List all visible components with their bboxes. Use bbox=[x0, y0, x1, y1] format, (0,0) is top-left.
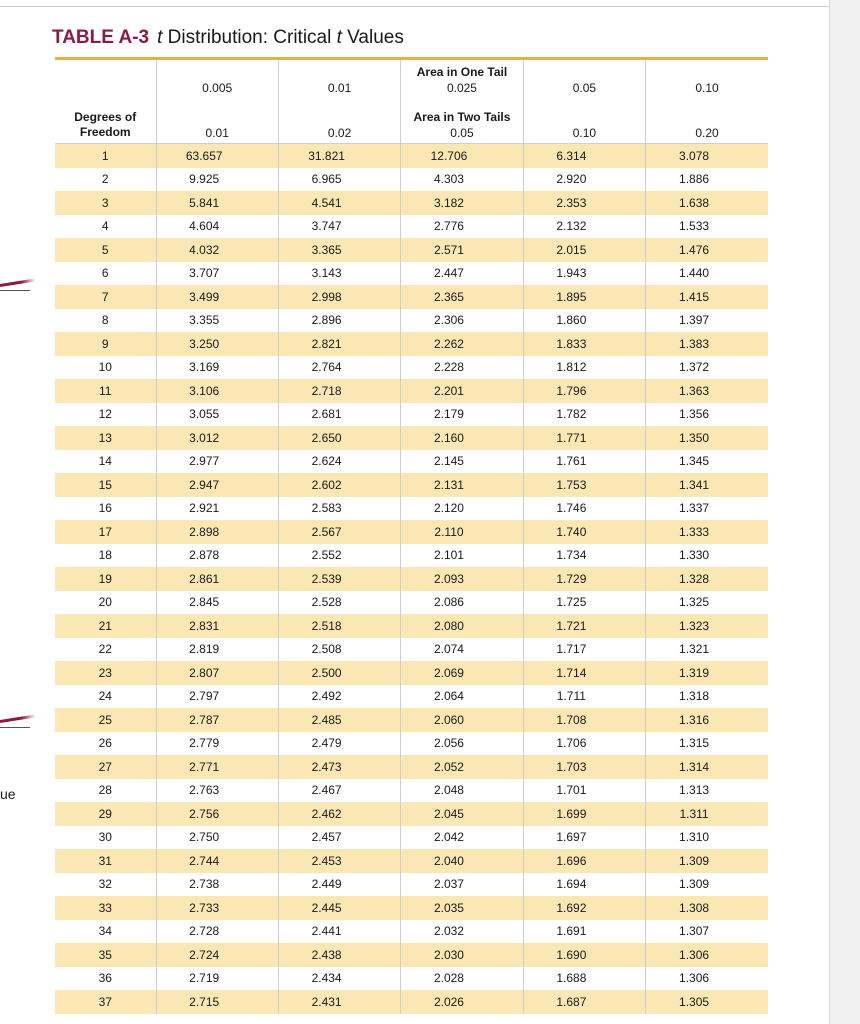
critical-value-cell: 2.831 bbox=[156, 614, 278, 638]
table-row bbox=[55, 826, 768, 850]
df-cell: 5 bbox=[55, 238, 156, 262]
table-number: TABLE A-3 bbox=[52, 27, 150, 48]
critical-value-cell: 1.316 bbox=[646, 708, 768, 732]
critical-value-cell: 2.064 bbox=[401, 685, 523, 709]
critical-value-cell: 2.045 bbox=[401, 802, 523, 826]
critical-value-cell: 4.604 bbox=[156, 215, 278, 239]
df-cell: 28 bbox=[98, 783, 112, 798]
critical-value-cell: 1.691 bbox=[523, 920, 645, 944]
critical-value-cell: 1.943 bbox=[523, 262, 645, 286]
critical-value-cell: 2.650 bbox=[278, 426, 400, 450]
df-cell: 34 bbox=[98, 924, 112, 939]
critical-value-cell: 2.479 bbox=[278, 732, 400, 756]
critical-value-cell: 4.541 bbox=[278, 191, 400, 215]
critical-value-cell: 2.819 bbox=[156, 638, 278, 662]
df-cell: 12 bbox=[98, 407, 112, 422]
critical-value-cell: 3.106 bbox=[156, 379, 278, 403]
critical-value-cell: 1.350 bbox=[646, 426, 768, 450]
critical-value-cell: 1.345 bbox=[646, 450, 768, 474]
critical-value-cell: 2.449 bbox=[278, 873, 400, 897]
critical-value-cell: 2.015 bbox=[523, 238, 645, 262]
critical-value-cell: 2.306 bbox=[401, 309, 523, 333]
critical-value-cell: 1.692 bbox=[523, 896, 645, 920]
df-cell: 14 bbox=[98, 454, 112, 469]
critical-value-cell: 2.228 bbox=[401, 356, 523, 380]
table-row bbox=[55, 779, 768, 803]
critical-value-cell: 1.714 bbox=[523, 661, 645, 685]
critical-value-cell: 1.638 bbox=[646, 191, 768, 215]
critical-value-cell: 2.763 bbox=[156, 779, 278, 803]
critical-value-cell: 2.441 bbox=[278, 920, 400, 944]
critical-value-cell: 1.753 bbox=[523, 473, 645, 497]
df-cell: 2 bbox=[101, 172, 109, 187]
critical-value-cell: 2.878 bbox=[156, 544, 278, 568]
critical-value-cell: 1.771 bbox=[523, 426, 645, 450]
df-cell: 25 bbox=[55, 708, 156, 732]
critical-value-cell: 1.688 bbox=[523, 967, 645, 991]
critical-value-cell: 1.341 bbox=[646, 473, 768, 497]
critical-value-cell: 3.182 bbox=[401, 191, 523, 215]
table-row bbox=[55, 661, 768, 685]
table-row bbox=[55, 332, 768, 356]
table-row bbox=[55, 614, 768, 638]
critical-value-cell: 2.453 bbox=[278, 849, 400, 873]
table-row bbox=[55, 379, 768, 403]
critical-value-cell: 1.318 bbox=[646, 685, 768, 709]
critical-value-cell: 1.729 bbox=[523, 567, 645, 591]
two-tails-value: 0.20 bbox=[695, 126, 719, 140]
two-tails-header-row bbox=[55, 98, 768, 144]
critical-value-cell: 1.328 bbox=[646, 567, 768, 591]
critical-value-cell: 3.747 bbox=[278, 215, 400, 239]
df-cell: 26 bbox=[98, 736, 112, 751]
table-title bbox=[52, 27, 404, 49]
critical-value-cell: 1.476 bbox=[646, 238, 768, 262]
critical-value-cell: 2.457 bbox=[278, 826, 400, 850]
critical-value-cell: 1.895 bbox=[523, 285, 645, 309]
critical-value-cell: 2.060 bbox=[401, 708, 523, 732]
critical-value-cell: 1.533 bbox=[646, 215, 768, 239]
critical-value-cell: 2.719 bbox=[156, 967, 278, 991]
critical-value-cell: 1.740 bbox=[523, 520, 645, 544]
critical-value-cell: 1.306 bbox=[646, 967, 768, 991]
critical-value-cell: 2.764 bbox=[278, 356, 400, 380]
critical-value-cell: 2.528 bbox=[278, 591, 400, 615]
one-tail-value: 0.005 bbox=[202, 81, 233, 95]
critical-value-cell: 2.779 bbox=[156, 732, 278, 756]
critical-value-cell: 2.028 bbox=[401, 967, 523, 991]
df-cell: 1 bbox=[55, 144, 156, 168]
critical-value-cell: 5.841 bbox=[156, 191, 278, 215]
critical-value-cell: 2.733 bbox=[156, 896, 278, 920]
critical-value-cell: 1.311 bbox=[646, 802, 768, 826]
critical-value-cell: 2.744 bbox=[156, 849, 278, 873]
critical-value-cell: 2.797 bbox=[156, 685, 278, 709]
critical-value-cell: 3.012 bbox=[156, 426, 278, 450]
critical-value-cell: 1.687 bbox=[523, 990, 645, 1014]
critical-value-cell: 2.447 bbox=[401, 262, 523, 286]
df-cell: 21 bbox=[55, 614, 156, 638]
critical-value-cell: 6.965 bbox=[278, 168, 400, 192]
df-cell: 13 bbox=[55, 426, 156, 450]
critical-value-cell: 1.833 bbox=[523, 332, 645, 356]
margin-text-fragment: ue bbox=[0, 786, 16, 802]
two-tails-caption: Area in Two Tails bbox=[413, 110, 511, 124]
critical-value-cell: 1.372 bbox=[646, 356, 768, 380]
table-row bbox=[55, 168, 768, 192]
critical-value-cell: 1.711 bbox=[523, 685, 645, 709]
critical-value-cell: 2.086 bbox=[401, 591, 523, 615]
two-tails-value: 0.05 bbox=[450, 126, 474, 140]
critical-value-cell: 9.925 bbox=[156, 168, 278, 192]
critical-value-cell: 2.035 bbox=[401, 896, 523, 920]
df-cell: 29 bbox=[55, 802, 156, 826]
critical-value-cell: 1.699 bbox=[523, 802, 645, 826]
one-tail-caption: Area in One Tail bbox=[416, 65, 508, 79]
critical-value-cell: 2.110 bbox=[401, 520, 523, 544]
table-row bbox=[55, 497, 768, 521]
table-row bbox=[55, 450, 768, 474]
table-row bbox=[55, 473, 768, 497]
critical-value-cell: 3.169 bbox=[156, 356, 278, 380]
df-cell: 10 bbox=[98, 360, 112, 375]
df-cell: 31 bbox=[55, 849, 156, 873]
df-cell: 32 bbox=[98, 877, 112, 892]
critical-value-cell: 1.725 bbox=[523, 591, 645, 615]
critical-value-cell: 1.306 bbox=[646, 943, 768, 967]
critical-value-cell: 2.042 bbox=[401, 826, 523, 850]
critical-value-cell: 2.807 bbox=[156, 661, 278, 685]
critical-value-cell: 2.365 bbox=[401, 285, 523, 309]
table-row bbox=[55, 215, 768, 239]
critical-t-table bbox=[55, 57, 768, 1024]
critical-value-cell: 2.787 bbox=[156, 708, 278, 732]
df-cell: 9 bbox=[55, 332, 156, 356]
margin-graph-axis bbox=[0, 290, 30, 291]
critical-value-cell: 1.363 bbox=[646, 379, 768, 403]
critical-value-cell: 2.431 bbox=[278, 990, 400, 1014]
critical-value-cell: 2.921 bbox=[156, 497, 278, 521]
critical-value-cell: 1.308 bbox=[646, 896, 768, 920]
one-tail-value: 0.05 bbox=[572, 81, 597, 95]
critical-value-cell: 1.305 bbox=[646, 990, 768, 1014]
two-tails-value: 0.02 bbox=[327, 126, 352, 140]
critical-value-cell: 1.314 bbox=[646, 755, 768, 779]
critical-value-cell: 3.499 bbox=[156, 285, 278, 309]
table-body bbox=[55, 144, 768, 1014]
critical-value-cell: 2.445 bbox=[278, 896, 400, 920]
critical-value-cell: 1.333 bbox=[646, 520, 768, 544]
df-cell: 22 bbox=[98, 642, 112, 657]
critical-value-cell: 2.898 bbox=[156, 520, 278, 544]
critical-value-cell: 2.048 bbox=[401, 779, 523, 803]
critical-value-cell: 1.383 bbox=[646, 332, 768, 356]
critical-value-cell: 1.690 bbox=[523, 943, 645, 967]
critical-value-cell: 2.715 bbox=[156, 990, 278, 1014]
table-row bbox=[55, 238, 768, 262]
critical-value-cell: 1.701 bbox=[523, 779, 645, 803]
critical-value-cell: 1.309 bbox=[646, 873, 768, 897]
df-cell: 36 bbox=[98, 971, 112, 986]
critical-value-cell: 2.179 bbox=[401, 403, 523, 427]
table-row bbox=[55, 685, 768, 709]
critical-value-cell: 1.694 bbox=[523, 873, 645, 897]
df-cell: 8 bbox=[101, 313, 109, 328]
critical-value-cell: 2.120 bbox=[401, 497, 523, 521]
df-cell: 7 bbox=[55, 285, 156, 309]
margin-graph-axis bbox=[0, 727, 30, 728]
table-row bbox=[55, 920, 768, 944]
df-cell: 18 bbox=[98, 548, 112, 563]
critical-value-cell: 1.746 bbox=[523, 497, 645, 521]
table-row bbox=[55, 544, 768, 568]
df-cell: 19 bbox=[55, 567, 156, 591]
df-cell: 23 bbox=[55, 661, 156, 685]
df-cell: 17 bbox=[55, 520, 156, 544]
top-divider bbox=[0, 6, 830, 7]
table-row bbox=[55, 285, 768, 309]
critical-value-cell: 6.314 bbox=[523, 144, 645, 168]
critical-value-cell: 2.845 bbox=[156, 591, 278, 615]
critical-value-cell: 2.101 bbox=[401, 544, 523, 568]
critical-value-cell: 2.353 bbox=[523, 191, 645, 215]
critical-value-cell: 2.069 bbox=[401, 661, 523, 685]
table-row bbox=[55, 732, 768, 756]
critical-value-cell: 2.132 bbox=[523, 215, 645, 239]
df-cell: 4 bbox=[101, 219, 109, 234]
table-row bbox=[55, 403, 768, 427]
critical-value-cell: 2.947 bbox=[156, 473, 278, 497]
table-row bbox=[55, 896, 768, 920]
margin-graph-fragment bbox=[0, 714, 36, 723]
df-cell: 35 bbox=[55, 943, 156, 967]
critical-value-cell: 1.782 bbox=[523, 403, 645, 427]
df-cell: 6 bbox=[101, 266, 109, 281]
table-row bbox=[55, 638, 768, 662]
table-row bbox=[55, 191, 768, 215]
critical-value-cell: 2.602 bbox=[278, 473, 400, 497]
critical-value-cell: 1.761 bbox=[523, 450, 645, 474]
critical-value-cell: 2.160 bbox=[401, 426, 523, 450]
critical-value-cell: 63.657 bbox=[156, 144, 278, 168]
critical-value-cell: 1.313 bbox=[646, 779, 768, 803]
critical-value-cell: 2.131 bbox=[401, 473, 523, 497]
critical-value-cell: 2.776 bbox=[401, 215, 523, 239]
critical-value-cell: 2.861 bbox=[156, 567, 278, 591]
critical-value-cell: 2.074 bbox=[401, 638, 523, 662]
table-row bbox=[55, 520, 768, 544]
table-row bbox=[55, 309, 768, 333]
critical-value-cell: 1.708 bbox=[523, 708, 645, 732]
critical-value-cell: 2.040 bbox=[401, 849, 523, 873]
critical-value-cell: 2.571 bbox=[401, 238, 523, 262]
critical-value-cell: 2.026 bbox=[401, 990, 523, 1014]
critical-value-cell: 2.438 bbox=[278, 943, 400, 967]
one-tail-value: 0.10 bbox=[695, 81, 719, 95]
critical-value-cell: 2.896 bbox=[278, 309, 400, 333]
critical-value-cell: 3.143 bbox=[278, 262, 400, 286]
df-cell: 16 bbox=[98, 501, 112, 516]
critical-value-cell: 1.734 bbox=[523, 544, 645, 568]
critical-value-cell: 1.356 bbox=[646, 403, 768, 427]
critical-value-cell: 2.718 bbox=[278, 379, 400, 403]
critical-value-cell: 1.337 bbox=[646, 497, 768, 521]
df-cell: 3 bbox=[55, 191, 156, 215]
critical-value-cell: 2.473 bbox=[278, 755, 400, 779]
table-row bbox=[55, 755, 768, 779]
critical-value-cell: 3.355 bbox=[156, 309, 278, 333]
table-row bbox=[55, 591, 768, 615]
critical-value-cell: 2.262 bbox=[401, 332, 523, 356]
critical-value-cell: 2.583 bbox=[278, 497, 400, 521]
scrollbar-track[interactable] bbox=[830, 0, 860, 1024]
two-tails-value: 0.10 bbox=[572, 126, 597, 140]
table-row bbox=[55, 567, 768, 591]
critical-value-cell: 2.998 bbox=[278, 285, 400, 309]
critical-value-cell: 1.309 bbox=[646, 849, 768, 873]
degrees-of-freedom-header: Degrees of Freedom bbox=[55, 98, 156, 144]
critical-value-cell: 1.886 bbox=[646, 168, 768, 192]
critical-value-cell: 1.796 bbox=[523, 379, 645, 403]
two-tails-value: 0.01 bbox=[205, 126, 229, 140]
critical-value-cell: 3.707 bbox=[156, 262, 278, 286]
critical-value-cell: 1.319 bbox=[646, 661, 768, 685]
margin-graph-fragment bbox=[0, 278, 36, 287]
critical-value-cell: 2.434 bbox=[278, 967, 400, 991]
df-cell: 20 bbox=[98, 595, 112, 610]
critical-value-cell: 2.756 bbox=[156, 802, 278, 826]
critical-value-cell: 2.467 bbox=[278, 779, 400, 803]
critical-value-cell: 2.821 bbox=[278, 332, 400, 356]
critical-value-cell: 2.771 bbox=[156, 755, 278, 779]
critical-value-cell: 1.703 bbox=[523, 755, 645, 779]
one-tail-value: 0.01 bbox=[327, 81, 352, 95]
table-row bbox=[55, 356, 768, 380]
table-row bbox=[55, 144, 768, 168]
critical-value-cell: 12.706 bbox=[401, 144, 523, 168]
df-cell: 15 bbox=[55, 473, 156, 497]
critical-value-cell: 1.330 bbox=[646, 544, 768, 568]
critical-value-cell: 1.315 bbox=[646, 732, 768, 756]
critical-value-cell: 1.696 bbox=[523, 849, 645, 873]
table-row bbox=[55, 873, 768, 897]
critical-value-cell: 2.518 bbox=[278, 614, 400, 638]
critical-value-cell: 4.303 bbox=[401, 168, 523, 192]
table-row bbox=[55, 426, 768, 450]
critical-value-cell: 1.721 bbox=[523, 614, 645, 638]
critical-value-cell: 3.250 bbox=[156, 332, 278, 356]
critical-value-cell: 2.201 bbox=[401, 379, 523, 403]
table-row bbox=[55, 708, 768, 732]
critical-value-cell: 2.567 bbox=[278, 520, 400, 544]
critical-value-cell: 2.920 bbox=[523, 168, 645, 192]
critical-value-cell: 2.080 bbox=[401, 614, 523, 638]
critical-value-cell: 2.500 bbox=[278, 661, 400, 685]
critical-value-cell: 3.365 bbox=[278, 238, 400, 262]
critical-value-cell: 2.750 bbox=[156, 826, 278, 850]
critical-value-cell: 3.055 bbox=[156, 403, 278, 427]
one-tail-header-row bbox=[55, 60, 768, 98]
table-row bbox=[55, 262, 768, 286]
one-tail-value: 0.025 bbox=[446, 81, 477, 95]
table-row bbox=[55, 849, 768, 873]
critical-value-cell: 1.860 bbox=[523, 309, 645, 333]
critical-value-cell: 2.624 bbox=[278, 450, 400, 474]
critical-value-cell: 1.321 bbox=[646, 638, 768, 662]
critical-value-cell: 2.056 bbox=[401, 732, 523, 756]
critical-value-cell: 2.037 bbox=[401, 873, 523, 897]
critical-value-cell: 2.977 bbox=[156, 450, 278, 474]
critical-value-cell: 31.821 bbox=[278, 144, 400, 168]
df-cell: 33 bbox=[55, 896, 156, 920]
critical-value-cell: 2.492 bbox=[278, 685, 400, 709]
critical-value-cell: 2.552 bbox=[278, 544, 400, 568]
critical-value-cell: 2.539 bbox=[278, 567, 400, 591]
table-caption: t Distribution: Critical t Values bbox=[157, 27, 404, 48]
critical-value-cell: 2.724 bbox=[156, 943, 278, 967]
table-row bbox=[55, 802, 768, 826]
critical-value-cell: 2.462 bbox=[278, 802, 400, 826]
table-row bbox=[55, 990, 768, 1014]
critical-value-cell: 1.440 bbox=[646, 262, 768, 286]
critical-value-cell: 2.681 bbox=[278, 403, 400, 427]
critical-value-cell: 1.415 bbox=[646, 285, 768, 309]
df-cell: 37 bbox=[55, 990, 156, 1014]
critical-value-cell: 2.738 bbox=[156, 873, 278, 897]
critical-value-cell: 2.728 bbox=[156, 920, 278, 944]
table-row bbox=[55, 967, 768, 991]
df-cell: 24 bbox=[98, 689, 112, 704]
critical-value-cell: 2.030 bbox=[401, 943, 523, 967]
critical-value-cell: 2.032 bbox=[401, 920, 523, 944]
critical-value-cell: 1.717 bbox=[523, 638, 645, 662]
critical-value-cell: 1.307 bbox=[646, 920, 768, 944]
critical-value-cell: 1.706 bbox=[523, 732, 645, 756]
table-row bbox=[55, 943, 768, 967]
df-cell: 11 bbox=[55, 379, 156, 403]
critical-value-cell: 2.052 bbox=[401, 755, 523, 779]
df-cell: 27 bbox=[55, 755, 156, 779]
df-cell: 30 bbox=[98, 830, 112, 845]
critical-value-cell: 3.078 bbox=[646, 144, 768, 168]
critical-value-cell: 1.310 bbox=[646, 826, 768, 850]
critical-value-cell: 2.508 bbox=[278, 638, 400, 662]
critical-value-cell: 2.145 bbox=[401, 450, 523, 474]
critical-value-cell: 1.323 bbox=[646, 614, 768, 638]
critical-value-cell: 2.485 bbox=[278, 708, 400, 732]
critical-value-cell: 4.032 bbox=[156, 238, 278, 262]
critical-value-cell: 1.397 bbox=[646, 309, 768, 333]
critical-value-cell: 1.697 bbox=[523, 826, 645, 850]
critical-value-cell: 2.093 bbox=[401, 567, 523, 591]
critical-value-cell: 1.325 bbox=[646, 591, 768, 615]
critical-value-cell: 1.812 bbox=[523, 356, 645, 380]
